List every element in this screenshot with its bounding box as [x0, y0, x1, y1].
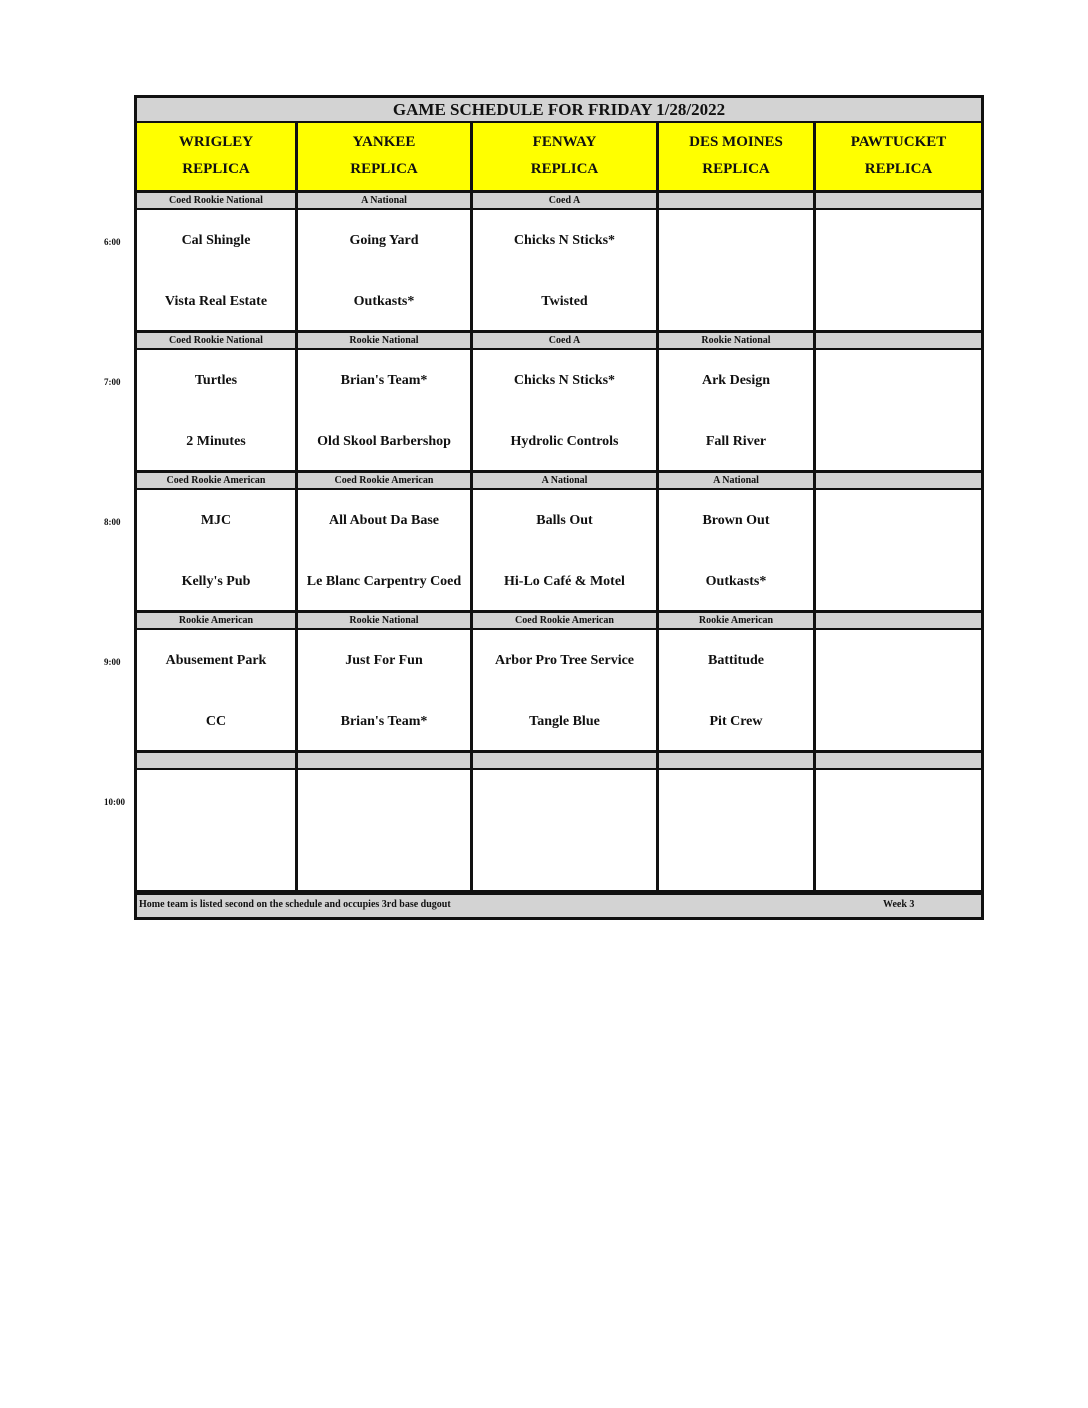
venue-column-4 — [659, 123, 813, 892]
schedule-title: GAME SCHEDULE FOR FRIDAY 1/28/2022 — [137, 98, 981, 123]
home-team: Fall River — [705, 434, 767, 449]
time-label: 10:00 — [104, 797, 125, 807]
column-divider — [295, 123, 298, 892]
division-label — [659, 753, 813, 770]
home-team: Kelly's Pub — [181, 574, 251, 589]
venue-name: PAWTUCKET — [850, 134, 947, 150]
division-label: Coed A — [473, 193, 656, 210]
game-cell — [298, 630, 470, 753]
game-cell — [816, 210, 981, 333]
home-team: Hi-Lo Café & Motel — [504, 574, 625, 589]
away-team: Arbor Pro Tree Service — [494, 653, 635, 668]
division-label: Coed Rookie American — [298, 473, 470, 490]
division-label — [816, 753, 981, 770]
division-label — [816, 193, 981, 210]
game-cell — [298, 770, 470, 893]
venue-header — [298, 123, 470, 193]
venue-name: YANKEE — [352, 134, 416, 150]
division-label — [298, 753, 470, 770]
home-team: Twisted — [541, 294, 588, 309]
division-label: Rookie National — [659, 333, 813, 350]
column-divider — [813, 123, 816, 892]
home-team-note: Home team is listed second on the schedule and occupies 3rd base dugout — [139, 899, 451, 910]
venue-header — [137, 123, 295, 193]
venue-column-1 — [137, 123, 295, 892]
home-team: Outkasts* — [353, 294, 415, 309]
time-label: 9:00 — [104, 657, 121, 667]
venue-header — [473, 123, 656, 193]
time-label: 7:00 — [104, 377, 121, 387]
away-team: Turtles — [194, 373, 238, 388]
division-label: Rookie National — [298, 613, 470, 630]
game-cell — [473, 630, 656, 753]
game-cell — [659, 350, 813, 473]
away-team: Chicks N Sticks* — [513, 373, 616, 388]
venue-header — [816, 123, 981, 193]
venue-header — [659, 123, 813, 193]
game-cell — [473, 350, 656, 473]
division-label: Coed Rookie American — [473, 613, 656, 630]
away-team: Balls Out — [536, 513, 593, 528]
game-cell — [659, 210, 813, 333]
home-team: Vista Real Estate — [164, 294, 268, 309]
home-team: Hydrolic Controls — [510, 434, 619, 449]
away-team: Cal Shingle — [181, 233, 251, 248]
away-team: Ark Design — [701, 373, 771, 388]
week-label: Week 3 — [883, 899, 915, 910]
venue-name: DES MOINES — [689, 134, 783, 150]
division-label — [659, 193, 813, 210]
venue-subtitle: REPLICA — [350, 161, 418, 177]
game-cell — [137, 350, 295, 473]
home-team: 2 Minutes — [186, 434, 246, 449]
away-team: Chicks N Sticks* — [513, 233, 616, 248]
venue-subtitle: REPLICA — [182, 161, 250, 177]
division-label — [816, 473, 981, 490]
game-cell — [816, 770, 981, 893]
away-team: Brian's Team* — [340, 373, 428, 388]
game-cell — [298, 350, 470, 473]
game-cell — [298, 490, 470, 613]
venue-subtitle: REPLICA — [864, 161, 933, 177]
game-cell — [473, 770, 656, 893]
game-cell — [816, 490, 981, 613]
away-team: Abusement Park — [165, 653, 267, 668]
game-cell — [473, 210, 656, 333]
game-cell — [137, 770, 295, 893]
venue-subtitle: REPLICA — [530, 161, 599, 177]
game-cell — [298, 210, 470, 333]
away-team: Battitude — [708, 653, 764, 668]
home-team: Old Skool Barbershop — [317, 434, 451, 449]
away-team: All About Da Base — [328, 513, 440, 528]
away-team: Just For Fun — [345, 653, 423, 668]
division-label: Rookie American — [659, 613, 813, 630]
home-team: Outkasts* — [705, 574, 767, 589]
game-cell — [816, 630, 981, 753]
game-cell — [137, 630, 295, 753]
away-team: MJC — [200, 513, 232, 528]
game-cell — [473, 490, 656, 613]
game-cell — [816, 350, 981, 473]
game-schedule-table — [134, 95, 984, 920]
division-label: Coed Rookie National — [137, 333, 295, 350]
venue-column-5 — [816, 123, 981, 892]
division-label: A National — [298, 193, 470, 210]
division-label — [816, 333, 981, 350]
division-label: A National — [473, 473, 656, 490]
division-label: Coed Rookie American — [137, 473, 295, 490]
home-team: Brian's Team* — [340, 714, 428, 729]
game-cell — [659, 770, 813, 893]
home-team: Pit Crew — [709, 714, 763, 729]
home-team: Le Blanc Carpentry Coed — [306, 574, 462, 589]
division-label — [473, 753, 656, 770]
venue-subtitle: REPLICA — [702, 161, 770, 177]
schedule-footer — [137, 892, 981, 917]
away-team: Going Yard — [349, 233, 419, 248]
game-cell — [137, 490, 295, 613]
time-label: 6:00 — [104, 237, 121, 247]
division-label: Rookie National — [298, 333, 470, 350]
home-team: CC — [205, 714, 227, 729]
division-label: Coed A — [473, 333, 656, 350]
division-label — [816, 613, 981, 630]
column-divider — [656, 123, 659, 892]
venue-name: FENWAY — [532, 134, 597, 150]
division-label: A National — [659, 473, 813, 490]
venue-column-2 — [298, 123, 470, 892]
division-label — [137, 753, 295, 770]
time-label: 8:00 — [104, 517, 121, 527]
venue-name: WRIGLEY — [178, 134, 254, 150]
game-cell — [659, 490, 813, 613]
division-label: Rookie American — [137, 613, 295, 630]
division-label: Coed Rookie National — [137, 193, 295, 210]
column-divider — [470, 123, 473, 892]
game-cell — [137, 210, 295, 333]
venue-column-3 — [473, 123, 656, 892]
home-team: Tangle Blue — [529, 714, 600, 729]
away-team: Brown Out — [702, 513, 770, 528]
game-cell — [659, 630, 813, 753]
